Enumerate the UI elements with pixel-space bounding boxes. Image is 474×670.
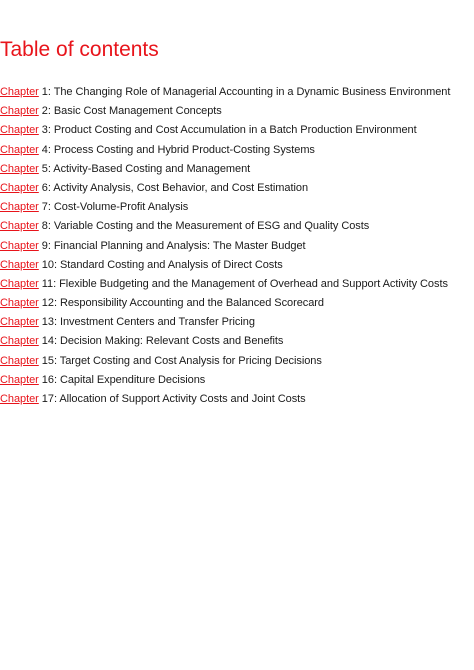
- toc-item-2: [0, 102, 474, 121]
- chapter-number: 5: [38, 162, 48, 175]
- chapter-link-4[interactable]: Chapter: [0, 143, 39, 156]
- chapter-number: 16: [38, 373, 54, 386]
- toc-item-5: [0, 160, 474, 179]
- chapter-title: : Allocation of Support Activity Costs and Joint Costs: [53, 393, 306, 405]
- toc-item-11: [0, 275, 474, 294]
- chapter-link-16[interactable]: Chapter: [0, 373, 39, 386]
- chapter-link-3[interactable]: Chapter: [0, 124, 39, 137]
- chapter-link-13[interactable]: Chapter: [0, 316, 39, 329]
- chapter-number: 6: [38, 181, 48, 194]
- chapter-number: 10: [38, 258, 54, 271]
- chapter-link-6[interactable]: Chapter: [0, 181, 39, 194]
- chapter-title: : Decision Making: Relevant Costs and Benefits: [53, 335, 284, 348]
- chapter-link-7[interactable]: Chapter: [0, 201, 39, 214]
- toc-item-3: [0, 121, 474, 140]
- toc-item-15: [0, 352, 474, 371]
- chapter-link-1[interactable]: Chapter: [0, 86, 39, 98]
- chapter-number: 9: [38, 239, 48, 252]
- chapter-title: : Variable Costing and the Measurement of ESG and Quality Costs: [47, 220, 370, 233]
- chapter-number: 11: [38, 277, 54, 290]
- chapter-link-10[interactable]: Chapter: [0, 258, 39, 271]
- chapter-number: 13: [38, 316, 54, 329]
- toc-item-8: [0, 217, 474, 236]
- chapter-link-11[interactable]: Chapter: [0, 277, 39, 290]
- chapter-number: 3: [38, 124, 48, 137]
- chapter-number: 12: [38, 297, 54, 310]
- chapter-link-8[interactable]: Chapter: [0, 220, 39, 233]
- chapter-title: : Responsibility Accounting and the Balanced Scorecard: [53, 297, 324, 310]
- chapter-title: : Investment Centers and Transfer Pricing: [53, 316, 255, 329]
- chapter-title: : Target Costing and Cost Analysis for Pricing Decisions: [53, 354, 322, 367]
- chapter-title: : Process Costing and Hybrid Product-Costing Systems: [47, 143, 315, 156]
- chapter-number: 2: [38, 105, 48, 118]
- chapter-title: : Capital Expenditure Decisions: [53, 373, 206, 386]
- chapter-number: 14: [38, 335, 54, 348]
- chapter-number: 15: [38, 354, 54, 367]
- toc-item-4: [0, 141, 474, 160]
- chapter-title: : Flexible Budgeting and the Management of Overhead and Support Activity Costs: [53, 277, 448, 290]
- chapter-title: : Activity-Based Costing and Management: [47, 162, 251, 175]
- chapter-number: 4: [38, 143, 48, 156]
- chapter-title: : The Changing Role of Managerial Accounting in a Dynamic Business Environment: [47, 86, 451, 98]
- toc-item-16: [0, 371, 474, 390]
- toc-title: Table of contents: [0, 38, 159, 61]
- chapter-number: 1: [38, 86, 48, 98]
- chapter-number: 17: [38, 393, 54, 405]
- toc-item-1: [0, 83, 474, 102]
- chapter-link-12[interactable]: Chapter: [0, 297, 39, 310]
- chapter-title: : Basic Cost Management Concepts: [47, 105, 222, 118]
- chapter-number: 7: [38, 201, 48, 214]
- toc-item-14: [0, 332, 474, 351]
- toc-item-7: [0, 198, 474, 217]
- chapter-number: 8: [38, 220, 48, 233]
- chapter-title: : Standard Costing and Analysis of Direct Costs: [53, 258, 283, 271]
- chapter-link-2[interactable]: Chapter: [0, 105, 39, 118]
- chapter-link-5[interactable]: Chapter: [0, 162, 39, 175]
- toc-item-12: [0, 294, 474, 313]
- toc-list: [0, 83, 474, 409]
- chapter-link-14[interactable]: Chapter: [0, 335, 39, 348]
- chapter-title: : Financial Planning and Analysis: The Master Budget: [47, 239, 306, 252]
- toc-item-6: [0, 179, 474, 198]
- chapter-link-9[interactable]: Chapter: [0, 239, 39, 252]
- chapter-link-15[interactable]: Chapter: [0, 354, 39, 367]
- chapter-link-17[interactable]: Chapter: [0, 393, 39, 405]
- toc-item-17: [0, 390, 474, 409]
- toc-item-9: [0, 237, 474, 256]
- chapter-title: : Product Costing and Cost Accumulation in a Batch Production Environment: [47, 124, 417, 137]
- chapter-title: : Activity Analysis, Cost Behavior, and Cost Estimation: [47, 181, 309, 194]
- toc-item-10: [0, 256, 474, 275]
- toc-item-13: [0, 313, 474, 332]
- chapter-title: : Cost-Volume-Profit Analysis: [47, 201, 189, 214]
